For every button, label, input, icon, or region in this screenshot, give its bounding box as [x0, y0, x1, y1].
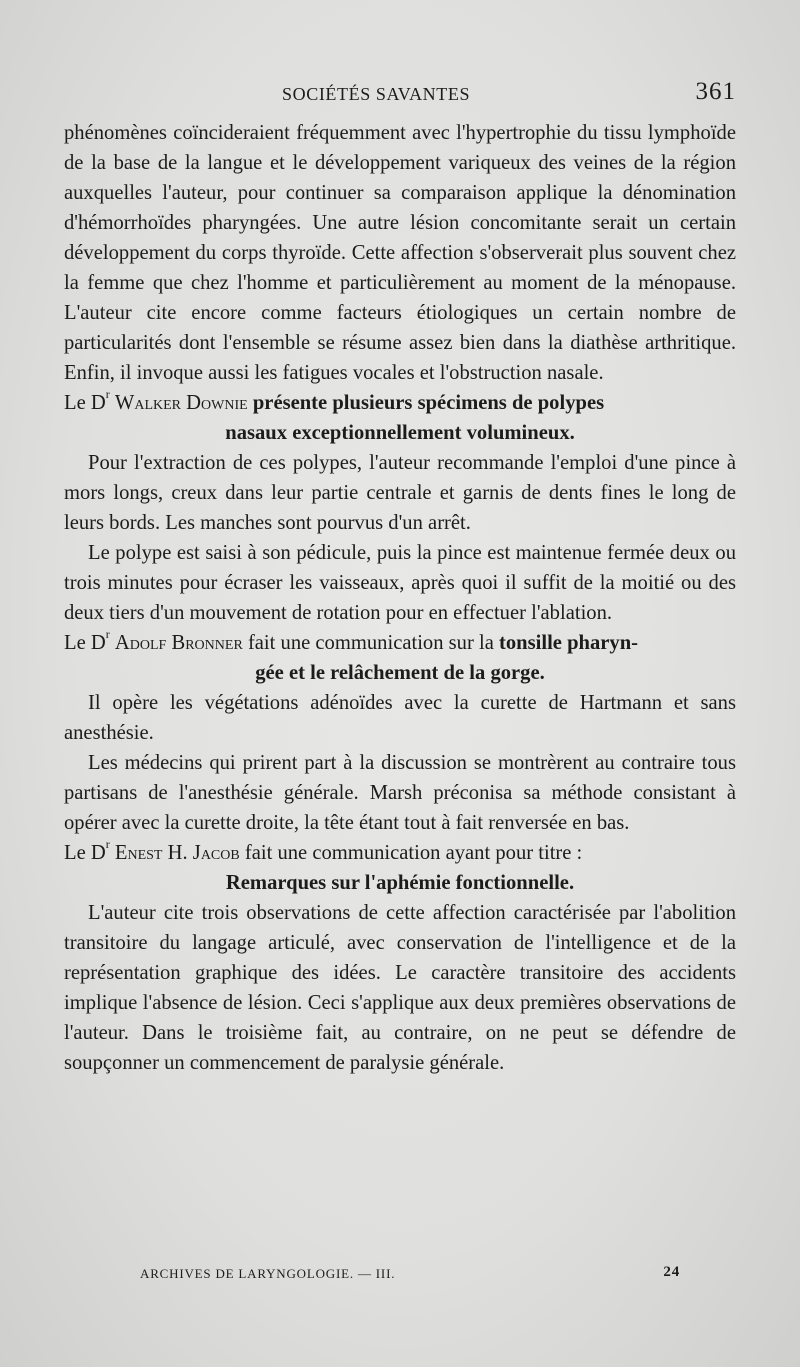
heading-lead: Le D [64, 632, 106, 654]
heading-lead: Le D [64, 392, 106, 414]
heading-title-line2: nasaux exceptionnellement volumineux. [225, 422, 575, 444]
paragraph: L'auteur cite trois observations de cette affection caractérisée par l'abolition transitoire du langage articulé, avec conservation de l'intelligence et de la représentation graphique des idées. Le caractère transitoire des accidents implique l'absence de lésion. Ceci s'applique aux deux premières observations de l'auteur. Dans le troisième fait, au contraire, on ne peut se défendre de soupçonner un commencement de paralysie générale. [64, 902, 736, 1074]
section-heading-walker-downie [64, 388, 736, 448]
paragraph-continuation: phénomènes coïncideraient fréquemment avec l'hypertrophie du tissu lymphoïde de la base de la langue et le développement variqueux des veines de la région auxquelles l'auteur, pour continuer sa comparaison applique la dénomination d'hémorrhoïdes pharyngées. Une autre lésion concomitante serait un certain développement du corps thyroïde. Cette affection s'observerait plus souvent chez la femme que chez l'homme et particulièrement au moment de la ménopause. L'auteur cite encore comme facteurs étiologiques un certain nombre de particularités dont l'ensemble se résume assez bien dans la diathèse arthritique. Enfin, il invoque aussi les fatigues vocales et l'obstruction nasale. [64, 122, 736, 384]
gathering-number: 24 [663, 1264, 680, 1280]
page-footer [140, 1266, 680, 1286]
heading-sup: r [105, 627, 110, 641]
heading-sup: r [105, 387, 110, 401]
heading-lead: Le D [64, 842, 106, 864]
heading-title: tonsille pharyn- [499, 632, 639, 654]
paragraph: Les médecins qui prirent part à la discussion se montrèrent au contraire tous partisans de l'anesthésie générale. Marsh préconisa sa méthode consistant à opérer avec la curette droite, la tête étant tout à fait renversée en bas. [64, 752, 736, 834]
body-text [64, 118, 736, 1078]
heading-text: fait une communication sur la [247, 632, 494, 654]
author-name: Enest H. Jacob [114, 842, 240, 864]
section-heading-adolf-bronner [64, 628, 736, 688]
paragraph: Le polype est saisi à son pédicule, puis la pince est maintenue fermée deux ou trois minutes pour écraser les vaisseaux, après quoi il suffit de la moitié ou des deux tiers d'un mouvement de rotation pour en effectuer l'ablation. [64, 542, 736, 624]
heading-sup: r [105, 837, 110, 851]
author-name: Adolf Bronner [114, 632, 243, 654]
page-number: 361 [695, 78, 736, 105]
heading-text: fait une communication ayant pour titre : [244, 842, 583, 864]
section-heading-enest-jacob [64, 838, 736, 898]
heading-title: Remarques sur l'aphémie fonctionnelle. [225, 872, 575, 894]
running-title: SOCIÉTÉS SAVANTES [282, 84, 471, 104]
heading-title-line2: gée et le relâchement de la gorge. [255, 662, 545, 684]
paragraph: Il opère les végétations adénoïdes avec la curette de Hartmann et sans anesthésie. [64, 692, 736, 744]
running-head [64, 78, 736, 112]
journal-signature: ARCHIVES DE LARYNGOLOGIE. — III. [140, 1266, 396, 1281]
paragraph: Pour l'extraction de ces polypes, l'auteur recommande l'emploi d'une pince à mors longs, creux dans leur partie centrale et garnis de dents fines le long de leurs bords. Les manches sont pourvus d'un arrêt. [64, 452, 736, 534]
author-name: Walker Downie [114, 392, 248, 414]
heading-title: présente plusieurs spécimens de polypes [252, 392, 605, 414]
